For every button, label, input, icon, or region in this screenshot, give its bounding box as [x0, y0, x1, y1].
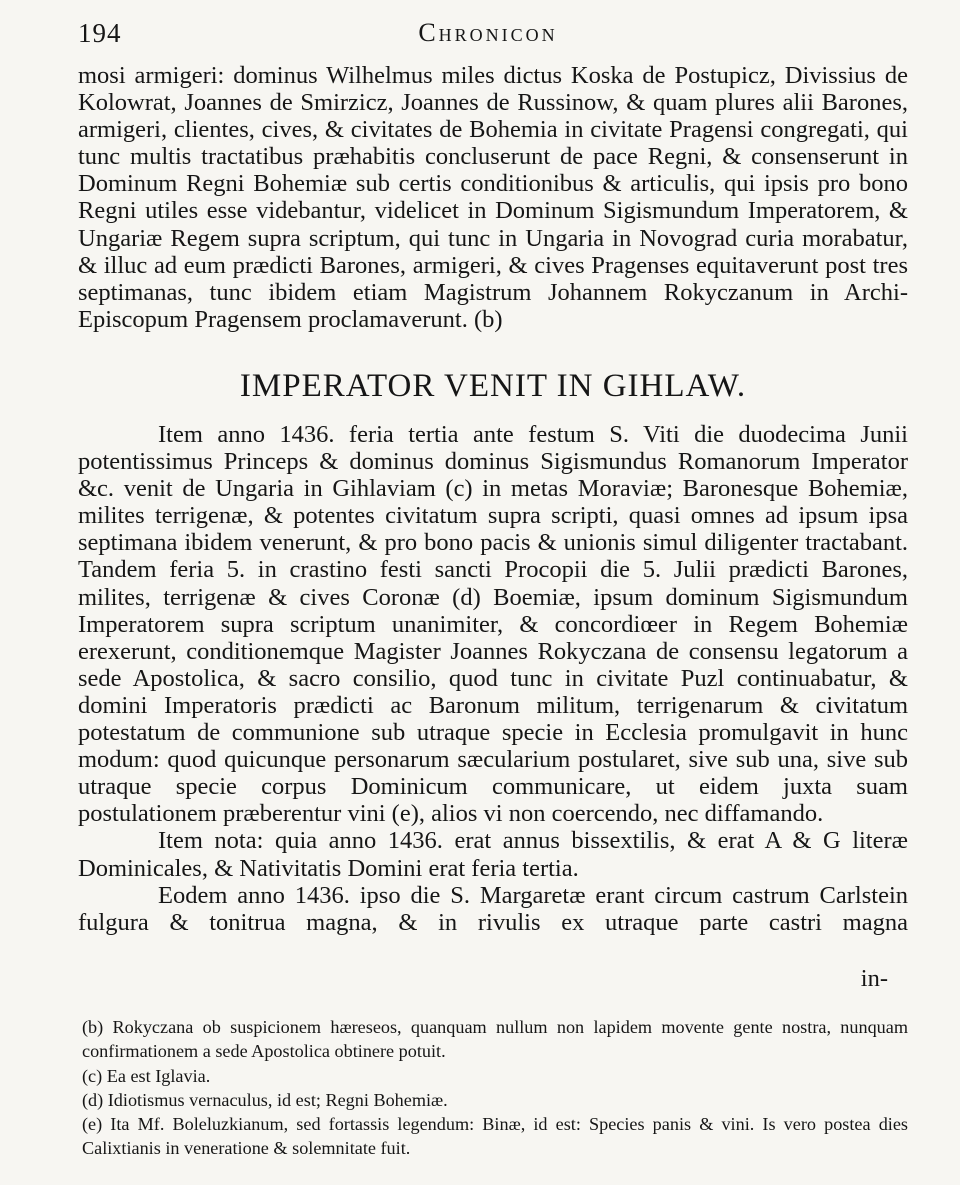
- footnote-d: (d) Idiotismus vernaculus, id est; Regni Bohemiæ.: [82, 1089, 448, 1110]
- paragraph-4-text: Eodem anno 1436. ipso die S. Margaretæ erant circum castrum Carlstein fulgura & tonitrua magna, & in rivulis ex utraque parte castri magna: [78, 881, 908, 936]
- footnote-e: (e) Ita Mf. Boleluzkianum, sed fortassis legendum: Binæ, id est: Species panis & vini. Is vero postea dies Calixtianis in veneratione & solemnitate fuit.: [82, 1114, 908, 1159]
- footnotes: [82, 1015, 908, 1161]
- page-number: 194: [78, 18, 122, 48]
- paragraph-2-text: Item anno 1436. feria tertia ante festum S. Viti die duodecima Junii potentissimus Princeps & dominus dominus Sigismundus Romanorum Imperator &c. venit de Ungaria in Gihlaviam (c) in metas Moraviæ; Baronesque Bohemiæ, milites terrigenæ, & potentes civitatum supra scripti, quasi omnes ad ipsum ipsa septimana ibidem venerunt, & pro bono pacis & unionis simul diligenter tractabant. Tandem feria 5. in crastino festi sancti Procopii die 5. Julii prædicti Barones, milites, terrigenæ & cives Coronæ (d) Boemiæ, ipsum dominum Sigismundum Imperatorem supra scriptum unanimiter, & concordiœer in Regem Bohemiæ erexerunt, conditionemque Magister Joannes Rokyczana de consensu legatorum a sede Apostolica, & sacro consilio, quod tunc in civitate Puzl continuabatur, & domini Imperatoris prædicti ac Baronum militum, terrigenarum & civitatum potestatum de communione sub utraque specie in Ecclesia promulgavit in hunc modum: quod quicunque personarum sæcularium postularet, sive sub una, sive sub utraque specie corpus Dominicum communicare, ut eidem juxta suam postulationem præberentur vini (e), alios vi non coercendo, nec diffamando.: [78, 421, 908, 828]
- catchword: in-: [860, 965, 888, 992]
- paragraph-1-text: mosi armigeri: dominus Wilhelmus miles dictus Koska de Postupicz, Divissius de Kolowrat, Joannes de Smirzicz, Joannes de Russinow, & quam plures alii Barones, armigeri, clientes, cives, & civitates de Bohemia in civitate Pragensi congregati, qui tunc multis tractatibus præhabitis concluserunt de pace Regni, & consenserunt in Dominum Regni Bohemiæ sub certis conditionibus & articulis, qui ipsis pro bono Regni utiles esse videbantur, videlicet in Dominum Sigismundum Imperatorem, & Ungariæ Regem supra scriptum, qui tunc in Ungaria in Novograd curia morabatur, & illuc ad eum prædicti Barones, armigeri, & cives Pragenses equitaverunt post tres septimanas, tunc ibidem etiam Magistrum Johannem Rokyczanum in Archi-Episcopum Pragensem proclamaverunt. (b): [78, 62, 908, 333]
- paragraph-1: [78, 62, 908, 333]
- page-header: [78, 18, 898, 58]
- section-title: IMPERATOR VENIT IN GIHLAW.: [239, 368, 747, 404]
- paragraph-3-text: Item nota: quia anno 1436. erat annus bissextilis, & erat A & G literæ Dominicales, & Nativitatis Domini erat feria tertia.: [78, 827, 908, 882]
- paragraph-group-2: [78, 421, 908, 936]
- running-head: Chronicon: [418, 18, 558, 47]
- footnote-b: (b) Rokyczana ob suspicionem hæreseos, quanquam nullum non lapidem movente gente nostra, nunquam confirmationem a sede Apostolica obtinere potuit.: [82, 1017, 908, 1062]
- footnote-c: (c) Ea est Iglavia.: [82, 1065, 211, 1086]
